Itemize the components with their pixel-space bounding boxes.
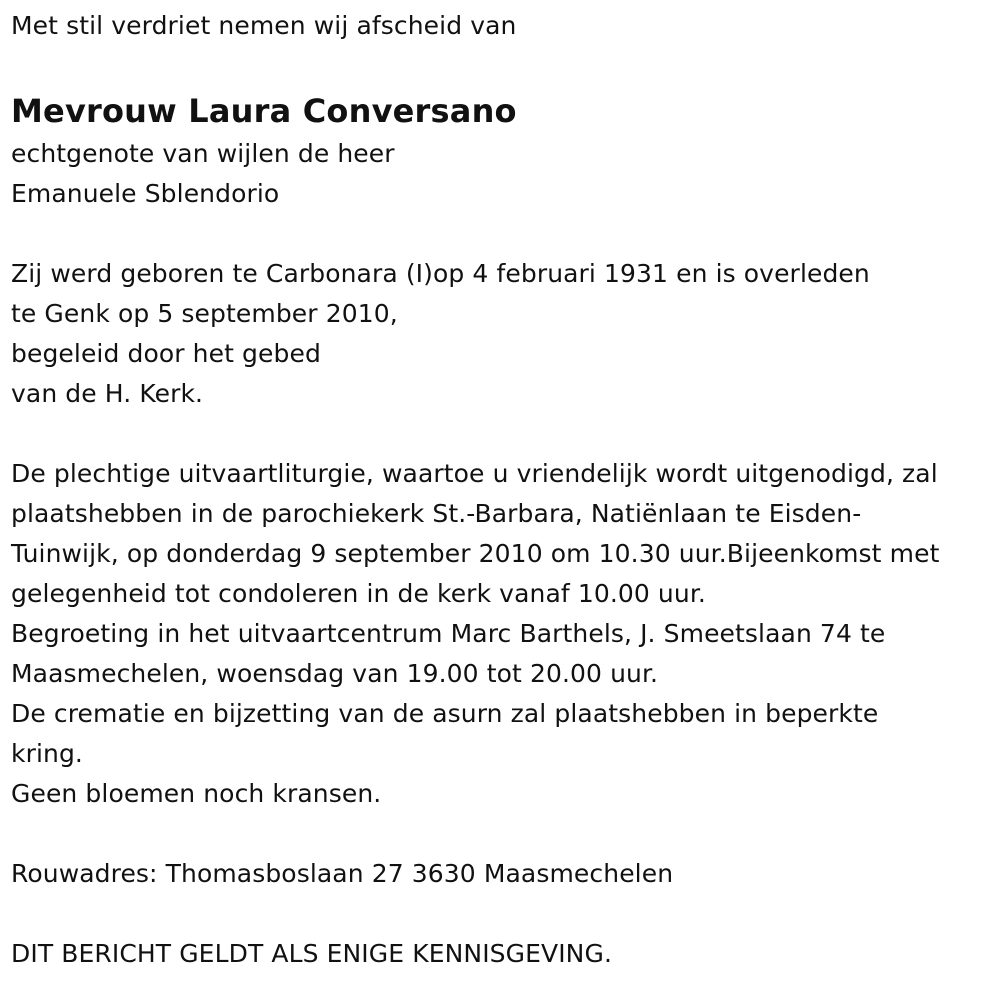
death-notice (11, 6, 996, 974)
spouse-name: Emanuele Sblendorio (11, 179, 280, 208)
birth-death-section (11, 254, 996, 414)
funeral-line: Maasmechelen, woensdag van 19.00 tot 20.00 uur. (11, 659, 659, 688)
funeral-line: Geen bloemen noch kransen. (11, 779, 382, 808)
funeral-line: kring. (11, 739, 83, 768)
funeral-line: De plechtige uitvaartliturgie, waartoe u vriendelijk wordt uitgenodigd, zal (11, 459, 938, 488)
birth-death-line: te Genk op 5 september 2010, (11, 299, 398, 328)
funeral-line: Begroeting in het uitvaartcentrum Marc Barthels, J. Smeetslaan 74 te (11, 619, 886, 648)
paragraph-gap (11, 894, 996, 934)
spouse-line: echtgenote van wijlen de heer (11, 139, 395, 168)
spouse-section (11, 134, 996, 214)
funeral-line: plaatshebben in de parochiekerk St.-Barbara, Natiënlaan te Eisden- (11, 499, 862, 528)
paragraph-gap (11, 414, 996, 454)
funeral-line: Tuinwijk, op donderdag 9 september 2010 om 10.30 uur.Bijeenkomst met (11, 539, 940, 568)
funeral-details-section (11, 454, 996, 814)
deceased-name: Mevrouw Laura Conversano (11, 92, 517, 130)
closing-statement: DIT BERICHT GELDT ALS ENIGE KENNISGEVING. (11, 939, 612, 968)
birth-death-line: Zij werd geboren te Carbonara (I)op 4 februari 1931 en is overleden (11, 259, 870, 288)
funeral-line: De crematie en bijzetting van de asurn zal plaatshebben in beperkte (11, 699, 879, 728)
funeral-line: gelegenheid tot condoleren in de kerk vanaf 10.00 uur. (11, 579, 706, 608)
birth-death-line: van de H. Kerk. (11, 379, 204, 408)
mourning-address: Rouwadres: Thomasboslaan 27 3630 Maasmechelen (11, 859, 674, 888)
paragraph-gap (11, 814, 996, 854)
birth-death-line: begeleid door het gebed (11, 339, 321, 368)
intro-text: Met stil verdriet nemen wij afscheid van (11, 11, 517, 40)
paragraph-gap (11, 214, 996, 254)
